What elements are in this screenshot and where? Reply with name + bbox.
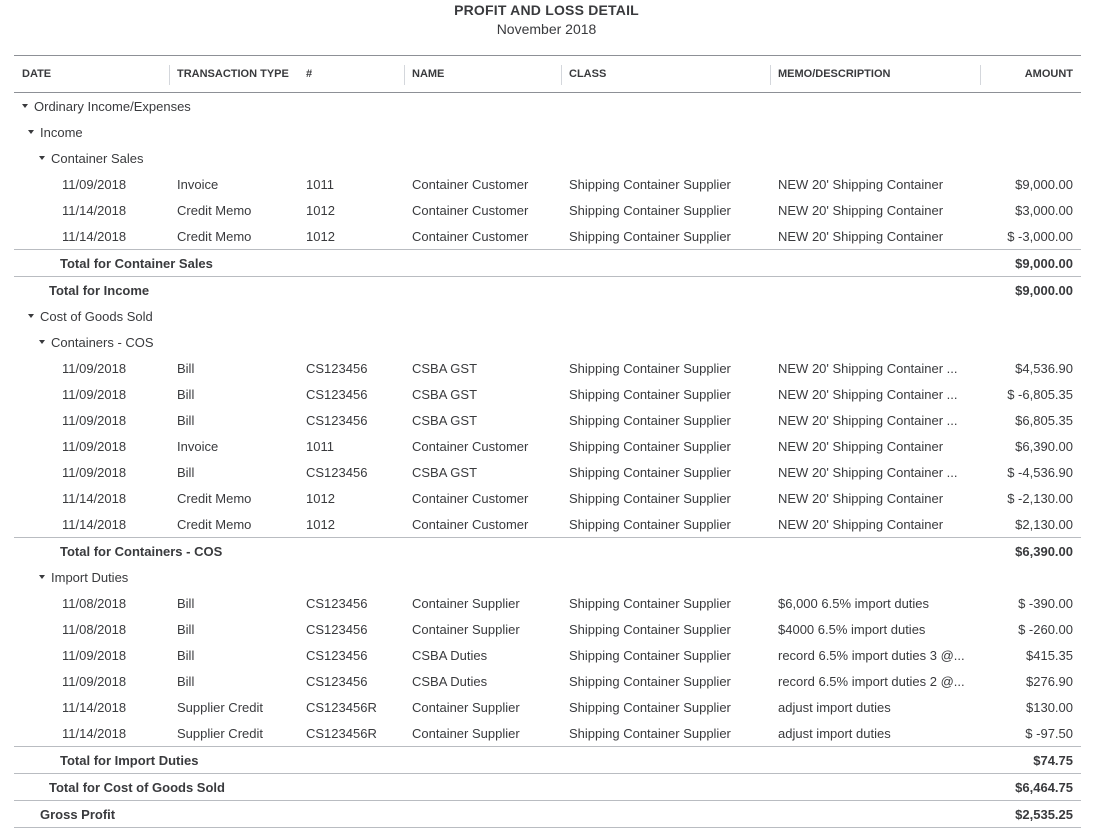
- cell-class: Shipping Container Supplier: [569, 438, 731, 454]
- cell-memo: NEW 20' Shipping Container ...: [778, 360, 958, 376]
- cell-amount[interactable]: $ -390.00: [1018, 595, 1073, 611]
- cell-memo: $6,000 6.5% import duties: [778, 595, 930, 611]
- cell-class: Shipping Container Supplier: [569, 673, 731, 689]
- cell-amount[interactable]: $4,536.90: [1015, 360, 1073, 376]
- cell-class: Shipping Container Supplier: [569, 699, 731, 715]
- cell-class: Shipping Container Supplier: [569, 725, 731, 741]
- cell-name: CSBA Duties: [412, 673, 488, 689]
- cell-name: Container Customer: [412, 490, 529, 506]
- cell-number[interactable]: CS123456R: [306, 725, 377, 741]
- group-label-containers-cos: Containers - COS: [51, 334, 154, 350]
- cell-class: Shipping Container Supplier: [569, 360, 731, 376]
- total-row-income: [14, 277, 1081, 304]
- cell-class: Shipping Container Supplier: [569, 228, 731, 244]
- cell-number[interactable]: 1012: [306, 202, 335, 218]
- cell-transaction-type[interactable]: Bill: [177, 673, 195, 689]
- cell-amount[interactable]: $ -6,805.35: [1007, 386, 1073, 402]
- group-label-container-sales: Container Sales: [51, 150, 144, 166]
- caret-down-icon[interactable]: [28, 130, 34, 134]
- cell-class: Shipping Container Supplier: [569, 647, 731, 663]
- cell-transaction-type[interactable]: Bill: [177, 647, 195, 663]
- total-label: Total for Cost of Goods Sold: [14, 774, 980, 801]
- cell-memo: NEW 20' Shipping Container: [778, 490, 944, 506]
- cell-date: 11/14/2018: [62, 725, 127, 741]
- table-row[interactable]: [14, 355, 1081, 381]
- cell-class: Shipping Container Supplier: [569, 176, 731, 192]
- caret-down-icon[interactable]: [39, 156, 45, 160]
- group-row-containers-cos: [14, 329, 1081, 355]
- report-period: November 2018: [496, 21, 597, 37]
- cell-amount[interactable]: $276.90: [1026, 673, 1073, 689]
- cell-amount[interactable]: $ -2,130.00: [1007, 490, 1073, 506]
- cell-name: Container Customer: [412, 228, 529, 244]
- cell-memo: NEW 20' Shipping Container: [778, 176, 944, 192]
- cell-transaction-type[interactable]: Credit Memo: [177, 202, 252, 218]
- cell-name: Container Customer: [412, 202, 529, 218]
- caret-down-icon[interactable]: [39, 575, 45, 579]
- group-row-import-duties: [14, 564, 1081, 590]
- cell-name: Container Supplier: [412, 621, 520, 637]
- table-row[interactable]: [14, 459, 1081, 485]
- cell-date: 11/09/2018: [62, 673, 127, 689]
- cell-name: CSBA GST: [412, 360, 478, 376]
- cell-date: 11/09/2018: [62, 647, 127, 663]
- cell-number[interactable]: CS123456: [306, 647, 368, 663]
- total-amount[interactable]: $6,390.00: [980, 538, 1081, 565]
- cell-memo: $4000 6.5% import duties: [778, 621, 926, 637]
- total-label: Total for Containers - COS: [14, 538, 980, 565]
- cell-number[interactable]: 1011: [306, 438, 334, 454]
- group-label-ordinary: Ordinary Income/Expenses: [34, 98, 191, 114]
- cell-number[interactable]: CS123456: [306, 412, 368, 428]
- cell-class: Shipping Container Supplier: [569, 464, 731, 480]
- table-row[interactable]: [14, 590, 1081, 616]
- cell-memo: NEW 20' Shipping Container: [778, 516, 944, 532]
- total-row-cogs: [14, 774, 1081, 801]
- table-row[interactable]: [14, 485, 1081, 511]
- cell-name: CSBA Duties: [412, 647, 488, 663]
- cell-memo: NEW 20' Shipping Container: [778, 202, 944, 218]
- cell-name: Container Supplier: [412, 699, 520, 715]
- column-header-class[interactable]: CLASS: [561, 56, 770, 93]
- column-header-number[interactable]: #: [298, 56, 404, 93]
- cell-date: 11/14/2018: [62, 490, 127, 506]
- group-label-cogs: Cost of Goods Sold: [40, 308, 153, 324]
- cell-name: CSBA GST: [412, 412, 478, 428]
- cell-transaction-type[interactable]: Credit Memo: [177, 228, 252, 244]
- cell-memo: record 6.5% import duties 3 @...: [778, 647, 965, 663]
- cell-amount[interactable]: $ -260.00: [1018, 621, 1073, 637]
- cell-amount[interactable]: $9,000.00: [1015, 176, 1073, 192]
- table-row[interactable]: [14, 223, 1081, 250]
- cell-transaction-type[interactable]: Bill: [177, 412, 195, 428]
- cell-memo: record 6.5% import duties 2 @...: [778, 673, 965, 689]
- cell-class: Shipping Container Supplier: [569, 202, 731, 218]
- cell-transaction-type[interactable]: Invoice: [177, 176, 219, 192]
- cell-name: Container Supplier: [412, 595, 520, 611]
- cell-transaction-type[interactable]: Bill: [177, 360, 195, 376]
- group-row-cogs: [14, 303, 1081, 329]
- cell-transaction-type[interactable]: Bill: [177, 386, 195, 402]
- total-label: Total for Import Duties: [14, 747, 980, 774]
- table-row[interactable]: [14, 407, 1081, 433]
- cell-number[interactable]: CS123456: [306, 621, 368, 637]
- group-label-income: Income: [40, 124, 83, 140]
- total-amount[interactable]: $6,464.75: [980, 774, 1081, 801]
- table-row[interactable]: [14, 433, 1081, 459]
- cell-memo: NEW 20' Shipping Container ...: [778, 386, 958, 402]
- caret-down-icon[interactable]: [39, 340, 45, 344]
- table-row[interactable]: [14, 720, 1081, 747]
- import-duties-rows: [14, 590, 1081, 747]
- gross-profit-amount[interactable]: $2,535.25: [980, 801, 1081, 828]
- cell-memo: adjust import duties: [778, 725, 891, 741]
- cell-memo: NEW 20' Shipping Container ...: [778, 464, 958, 480]
- table-row[interactable]: [14, 668, 1081, 694]
- cell-memo: adjust import duties: [778, 699, 891, 715]
- gross-profit-row: [14, 801, 1081, 828]
- cell-transaction-type[interactable]: Bill: [177, 464, 195, 480]
- cell-transaction-type[interactable]: Supplier Credit: [177, 699, 263, 715]
- cell-name: Container Customer: [412, 438, 529, 454]
- cell-name: Container Customer: [412, 516, 529, 532]
- container-sales-rows: [14, 171, 1081, 250]
- cell-name: CSBA GST: [412, 386, 478, 402]
- cell-number[interactable]: CS123456: [306, 673, 368, 689]
- column-header-memo[interactable]: MEMO/DESCRIPTION: [770, 56, 980, 93]
- cell-date: 11/14/2018: [62, 699, 127, 715]
- cell-memo: NEW 20' Shipping Container ...: [778, 412, 958, 428]
- cell-class: Shipping Container Supplier: [569, 386, 731, 402]
- cell-transaction-type[interactable]: Bill: [177, 595, 195, 611]
- containers-cos-rows: [14, 355, 1081, 538]
- cell-memo: NEW 20' Shipping Container: [778, 438, 944, 454]
- cell-date: 11/14/2018: [62, 228, 127, 244]
- total-amount[interactable]: $9,000.00: [980, 277, 1081, 304]
- cell-amount[interactable]: $2,130.00: [1015, 516, 1073, 532]
- cell-number[interactable]: CS123456: [306, 386, 368, 402]
- cell-date: 11/14/2018: [62, 516, 127, 532]
- group-row-ordinary: [14, 93, 1081, 120]
- cell-date: 11/09/2018: [62, 360, 127, 376]
- cell-number[interactable]: CS123456: [306, 360, 368, 376]
- total-row-container-sales: [14, 250, 1081, 277]
- cell-date: 11/09/2018: [62, 464, 127, 480]
- cell-amount[interactable]: $130.00: [1026, 699, 1073, 715]
- cell-class: Shipping Container Supplier: [569, 412, 731, 428]
- cell-class: Shipping Container Supplier: [569, 595, 731, 611]
- cell-date: 11/08/2018: [62, 621, 127, 637]
- cell-amount[interactable]: $6,805.35: [1015, 412, 1073, 428]
- total-amount[interactable]: $9,000.00: [980, 250, 1081, 277]
- cell-amount[interactable]: $6,390.00: [1015, 438, 1073, 454]
- cell-amount[interactable]: $ -3,000.00: [1007, 228, 1073, 244]
- column-header-row: [14, 56, 1081, 93]
- table-row[interactable]: [14, 694, 1081, 720]
- table-row[interactable]: [14, 642, 1081, 668]
- cell-transaction-type[interactable]: Bill: [177, 621, 195, 637]
- cell-date: 11/09/2018: [62, 438, 127, 454]
- cell-date: 11/08/2018: [62, 595, 127, 611]
- table-row[interactable]: [14, 511, 1081, 538]
- total-label: Total for Income: [14, 277, 980, 304]
- cell-number[interactable]: 1012: [306, 516, 335, 532]
- cell-amount[interactable]: $3,000.00: [1015, 202, 1073, 218]
- cell-transaction-type[interactable]: Credit Memo: [177, 516, 252, 532]
- cell-transaction-type[interactable]: Credit Memo: [177, 490, 252, 506]
- cell-amount[interactable]: $415.35: [1026, 647, 1073, 663]
- cell-date: 11/09/2018: [62, 176, 127, 192]
- cell-class: Shipping Container Supplier: [569, 490, 731, 506]
- cell-number[interactable]: CS123456R: [306, 699, 377, 715]
- cell-amount[interactable]: $ -97.50: [1025, 725, 1073, 741]
- cell-name: CSBA GST: [412, 464, 478, 480]
- cell-class: Shipping Container Supplier: [569, 516, 731, 532]
- table-row[interactable]: [14, 171, 1081, 197]
- caret-down-icon[interactable]: [22, 104, 28, 108]
- total-amount[interactable]: $74.75: [980, 747, 1081, 774]
- cell-transaction-type[interactable]: Supplier Credit: [177, 725, 263, 741]
- cell-amount[interactable]: $ -4,536.90: [1007, 464, 1073, 480]
- profit-loss-table: [14, 55, 1081, 828]
- group-row-income: [14, 119, 1081, 145]
- table-row[interactable]: [14, 381, 1081, 407]
- cell-date: 11/09/2018: [62, 412, 127, 428]
- cell-memo: NEW 20' Shipping Container: [778, 228, 944, 244]
- column-header-date[interactable]: DATE: [14, 56, 169, 93]
- cell-transaction-type[interactable]: Invoice: [177, 438, 219, 454]
- cell-class: Shipping Container Supplier: [569, 621, 731, 637]
- cell-number[interactable]: 1011: [306, 176, 334, 192]
- group-row-container-sales: [14, 145, 1081, 171]
- cell-number[interactable]: CS123456: [306, 464, 368, 480]
- column-header-name[interactable]: NAME: [404, 56, 561, 93]
- column-header-amount[interactable]: AMOUNT: [980, 56, 1081, 93]
- cell-date: 11/09/2018: [62, 386, 127, 402]
- cell-number[interactable]: 1012: [306, 490, 335, 506]
- total-row-containers-cos: [14, 538, 1081, 565]
- total-row-import-duties: [14, 747, 1081, 774]
- cell-name: Container Customer: [412, 176, 529, 192]
- gross-profit-label: Gross Profit: [14, 801, 980, 828]
- total-label: Total for Container Sales: [14, 250, 980, 277]
- table-row[interactable]: [14, 197, 1081, 223]
- column-header-transaction-type[interactable]: TRANSACTION TYPE: [169, 56, 298, 93]
- cell-date: 11/14/2018: [62, 202, 127, 218]
- caret-down-icon[interactable]: [28, 314, 34, 318]
- cell-number[interactable]: CS123456: [306, 595, 368, 611]
- cell-number[interactable]: 1012: [306, 228, 335, 244]
- cell-name: Container Supplier: [412, 725, 520, 741]
- group-label-import-duties: Import Duties: [51, 569, 129, 585]
- table-row[interactable]: [14, 616, 1081, 642]
- report-title: PROFIT AND LOSS DETAIL: [454, 2, 639, 18]
